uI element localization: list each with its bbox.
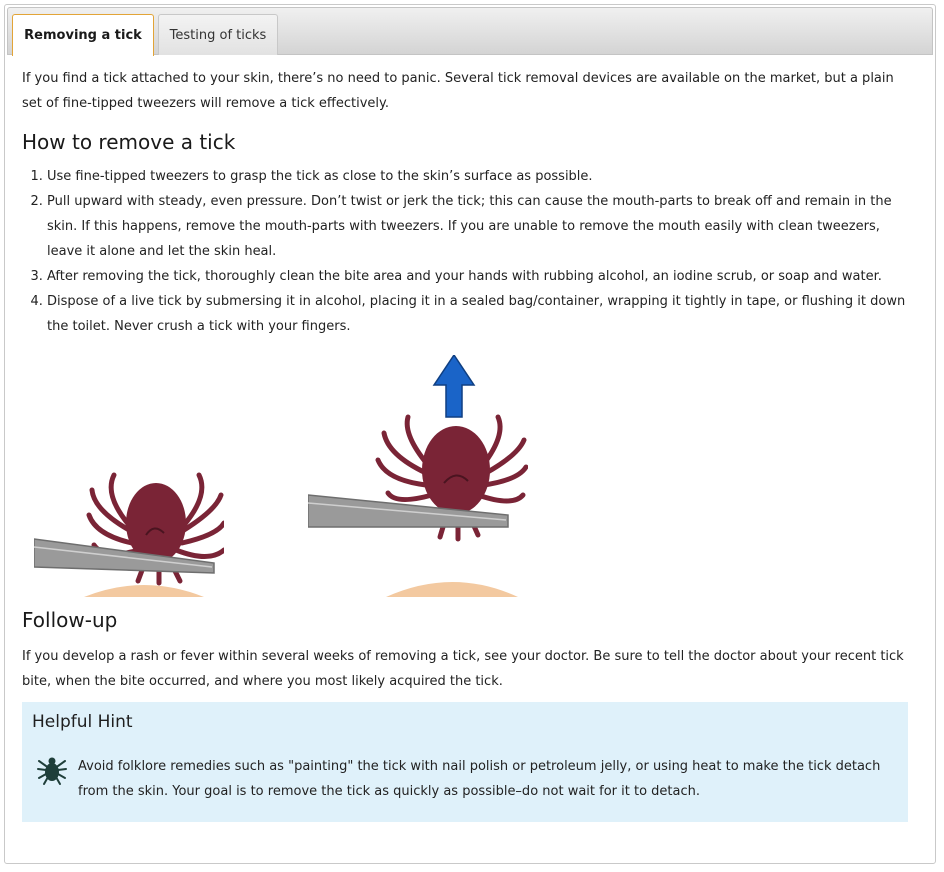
followup-paragraph: If you develop a rash or fever within several weeks of removing a tick, see your doctor. Be sure to tell the doctor about your recent tick bite, when the bite occurred, and where you most likely acquired the tick.: [22, 649, 904, 689]
step-item: 3. After removing the tick, thoroughly clean the bite area and your hands with rubbing alcohol, an iodine scrub, or soap and water.: [47, 264, 910, 289]
hint-text: Avoid folklore remedies such as "painting" the tick with nail polish or petroleum jelly, or using heat to make the tick detach from the skin. Your goal is to remove the tick as quickly as possible–do not wait for it to detach.: [78, 759, 881, 799]
removal-steps-list: [22, 164, 910, 339]
tick-pull-illustration: [308, 355, 528, 597]
tick-grasp-illustration: [34, 455, 224, 597]
tab-removing-a-tick[interactable]: Removing a tick: [12, 14, 154, 56]
how-to-heading: How to remove a tick: [22, 130, 236, 154]
intro-paragraph: If you find a tick attached to your skin, there’s no need to panic. Several tick removal devices are available on the market, but a plain set of fine-tipped tweezers will remove a tick effectively.: [22, 71, 894, 111]
tab-bar: [7, 7, 933, 55]
helpful-hint-box: [22, 702, 908, 822]
step-item: 1. Use fine-tipped tweezers to grasp the tick as close to the skin’s surface as possible.: [47, 164, 910, 189]
tick-body: [126, 483, 186, 563]
step-item: 4. Dispose of a live tick by submersing it in alcohol, placing it in a sealed bag/container, wrapping it tightly in tape, or flushing it down the toilet. Never crush a tick with your fingers.: [47, 289, 910, 339]
tab-content: [22, 60, 910, 339]
followup-heading: Follow-up: [22, 608, 118, 632]
skin-shape: [84, 585, 204, 597]
arrow-up-icon: [434, 355, 474, 417]
tick-body: [422, 426, 490, 514]
hint-title: Helpful Hint: [32, 712, 133, 732]
followup-section: [22, 608, 910, 694]
tick-icon: [36, 754, 68, 786]
tab-testing-of-ticks[interactable]: Testing of ticks: [158, 14, 278, 55]
step-item: 2. Pull upward with steady, even pressure. Don’t twist or jerk the tick; this can cause the mouth-parts to break off and remain in the skin. If this happens, remove the mouth-parts with tweezers. If you are unable to remove the mouth easily with clean tweezers, leave it alone and let the skin heal.: [47, 189, 910, 264]
skin-shape: [386, 582, 518, 597]
